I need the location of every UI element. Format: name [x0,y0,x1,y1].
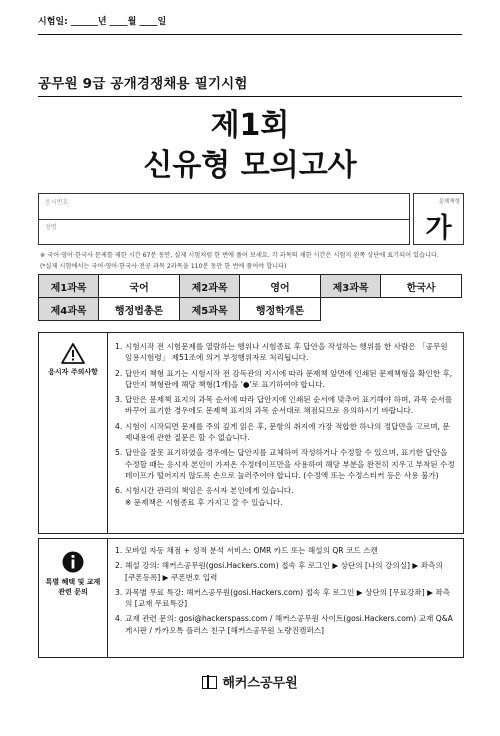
subject-label: 제4과목 [39,298,99,321]
item-number: 6. [115,486,123,496]
item-text: 교재 관련 문의: gosi@hackerspass.com / 해커스공무원 사이트(gosi.Hackers.com) 교재 Q&A 게시판 / 카카오톡 플러스 친구 [해커스공무원 노량진캠퍼스] [125,614,453,635]
caution-footnote: ※ 문제책은 시험종료 후 가지고 갈 수 있습니다. [125,497,283,507]
item-number: 1. [115,342,123,351]
benefit-item [115,587,455,610]
logo-mark-icon [202,676,217,689]
item-number: 3. [115,395,123,405]
item-text: 시험이 시작되면 문제를 주의 깊게 읽은 후, 문항의 취지에 가장 적합한 하나의 정답만을 고르며, 문제내용에 관한 질문은 할 수 없습니다. [125,421,450,443]
candidate-number-label: 응시번호 [45,199,69,206]
caution-item [115,485,455,496]
caution-section [38,332,464,534]
time-note: ※ 국어·영어·한국사 문제를 제한 시간 67분 동안, 실제 시험처럼 한 번에 풀어 보세요. 각 과목의 제한 시간은 시험지 왼쪽 상단에 표기되어 있습니다. [40,252,439,259]
benefits-section [38,538,464,658]
actual-exam-note: (*실제 시험에서는 국어·영어·한국사·전공 과목 2과목을 110분 동안 한 번에 풀어야 합니다) [40,263,287,270]
subject-value: 행정학개론 [240,298,321,321]
item-number: 2. [115,561,123,571]
caution-item [115,394,455,417]
caution-item [115,421,455,444]
caution-list [115,341,455,508]
warning-icon [61,343,85,364]
info-icon [62,551,84,573]
item-number: 4. [115,421,123,431]
candidate-info-box [38,193,410,245]
subject-label: 제5과목 [179,298,239,321]
item-text: 답안은 문제책 표지의 과목 순서에 따라 답안지에 인쇄된 순서에 맞추어 표기해야 하며, 과목 순서를 바꾸어 표기한 경우에도 문제책 표지의 과목 순서대로 채점되므로 유의하시기 바랍니다. [125,395,453,416]
subject-row [39,298,462,321]
caution-title: 응시자 주의사항 [48,368,98,376]
booklet-type-box [413,193,464,245]
title-divider [38,96,462,97]
item-number: 4. [115,614,123,624]
empty-cell [381,298,462,321]
exam-name: 공무원 9급 공개경쟁채용 필기시험 [38,76,248,92]
caution-item [115,368,455,391]
item-number: 5. [115,448,123,458]
publisher-logo [0,672,500,691]
booklet-type-label: 문제책형 [438,199,460,205]
caution-item [115,341,455,364]
candidate-number-field[interactable] [39,194,409,220]
item-text: 답안을 잘못 표기하였을 경우에는 답안지를 교체하여 작성하거나 수정할 수 있으며, 표기한 답안을 수정할 때는 응시자 본인이 가져온 수정테이프만을 사용하여 해당 부분을 완전히 지우고 부착된 수정테이프가 떨어지지 않도록 손으로 눌러주어야 합니다. (수정액 또는 수정스티커 등은 사용 불가) [125,448,455,480]
subject-table [38,274,462,321]
benefits-title: 특별 혜택 및 교재 관련 문의 [45,578,101,596]
benefit-item [115,560,455,583]
item-text: 시험시간 관리의 책임은 응시자 본인에게 있습니다. [125,486,294,496]
empty-cell [320,298,380,321]
benefits-list [115,545,455,636]
item-text: 시험시작 전 시험문제를 열람하는 행위나 시험종료 후 답안을 작성하는 행위를 한 사람은 「공무원 임용시험령」 제51조에 의거 부정행위자로 처리됩니다. [125,342,448,363]
item-text: 과목별 무료 특강: 해커스공무원(gosi.Hackers.com) 접속 후 로그인 ▶ 상단의 [무료강좌] ▶ 좌측의 [교재 무료특강] [125,587,451,609]
benefits-side-panel [39,539,108,657]
benefit-item [115,613,455,636]
logo-text: 해커스공무원 [222,676,298,691]
exam-date-line: 시험일: ______년 ____월 ____일 [38,17,167,27]
caution-item [115,447,455,481]
subject-value: 영어 [240,275,321,298]
candidate-name-field[interactable] [39,219,409,244]
top-divider [38,34,462,35]
subject-label: 제2과목 [179,275,239,298]
test-type-title: 신유형 모의고사 [143,148,357,183]
item-text: 모바일 자동 채점 + 성적 분석 서비스: OMR 카드 또는 해설의 QR 코드 스캔 [125,546,378,555]
subject-value: 국어 [99,275,180,298]
subject-label: 제3과목 [320,275,380,298]
item-number: 1. [115,546,123,555]
candidate-name-label: 성명 [45,224,57,231]
subject-label: 제1과목 [39,275,99,298]
item-text: 답안지 책형 표기는 시험시작 전 감독관의 지시에 따라 문제책 앞면에 인쇄된 문제책형을 확인한 후, 답안지 책형란에 해당 책형(1개)을 '●'로 표기하여야 합니다. [125,368,453,389]
item-number: 3. [115,587,123,597]
booklet-type-value: 가 [425,213,452,244]
test-number-title: 제1회 [210,108,290,143]
item-number: 2. [115,368,123,378]
item-text: 해설 강의: 해커스공무원(gosi.Hackers.com) 접속 후 로그인 ▶ 상단의 [나의 강의실] ▶ 좌측의 [쿠폰등록] ▶ 쿠폰번호 입력 [125,561,443,582]
caution-side-panel [39,333,108,533]
subject-value: 한국사 [381,275,462,298]
subject-row [39,275,462,298]
subject-value: 행정법총론 [99,298,180,321]
benefit-item [115,545,455,556]
